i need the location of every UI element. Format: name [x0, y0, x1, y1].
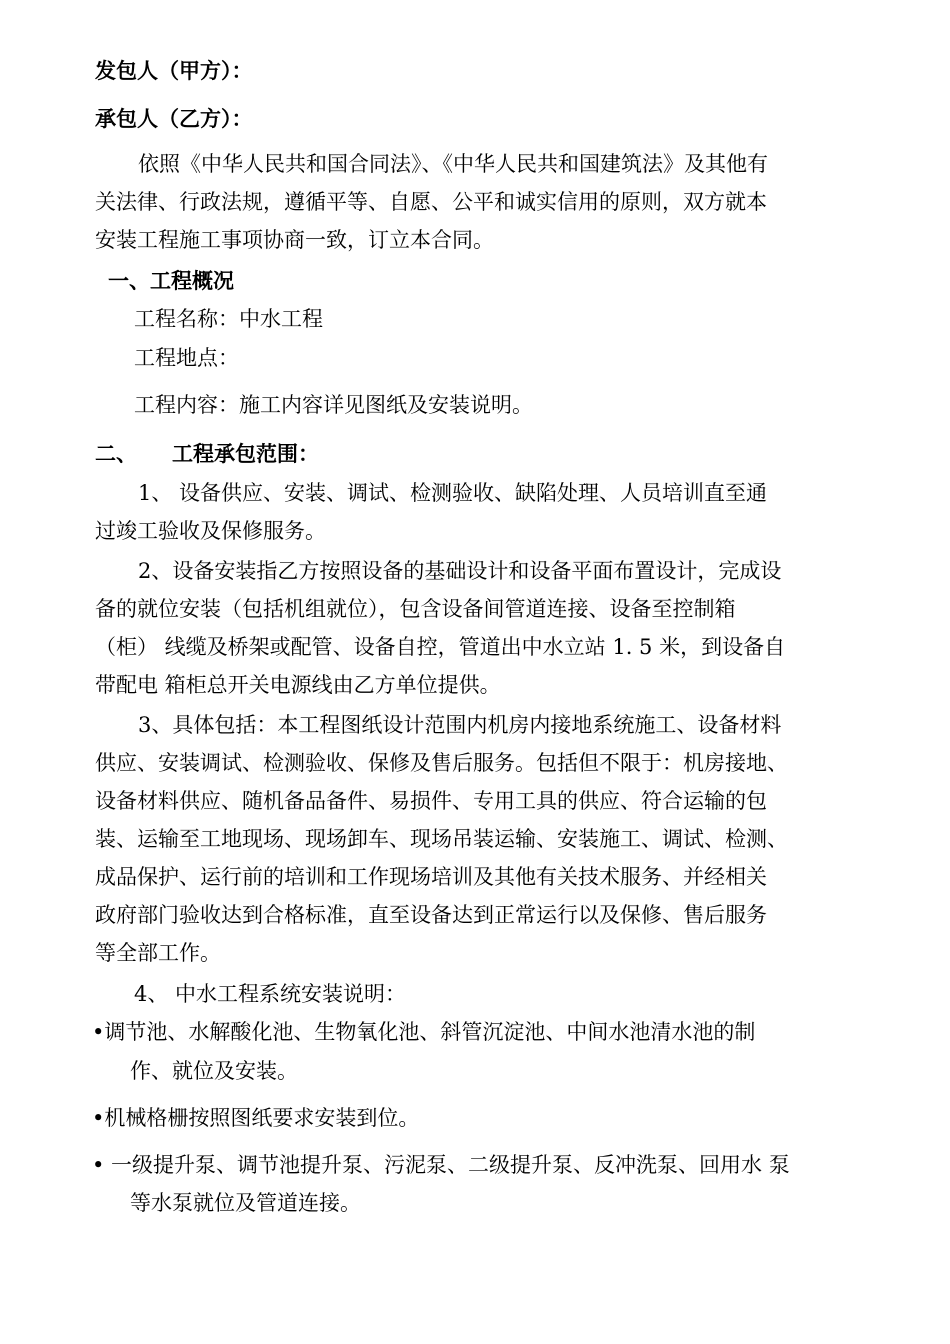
bullet-item: • 一级提升泵、调节池提升泵、污泥泵、二级提升泵、反冲洗泵、回用水 泵: [92, 1153, 790, 1177]
contractor-label: 承包人（乙方）：: [95, 106, 253, 131]
bullet-item: •机械格栅按照图纸要求安装到位。: [92, 1106, 420, 1130]
paragraph-line: 1、 设备供应、安装、调试、检测验收、缺陷处理、人员培训直至通: [138, 481, 768, 505]
paragraph-line: 备的就位安装（包括机组就位），包含设备间管道连接、设备至控制箱: [95, 597, 736, 621]
bullet-item-continuation: 作、就位及安装。: [130, 1059, 298, 1083]
paragraph-line: 过竣工验收及保修服务。: [95, 519, 326, 543]
project-content: 工程内容：施工内容详见图纸及安装说明。: [134, 393, 533, 417]
paragraph-line: 设备材料供应、随机备品备件、易损件、专用工具的供应、符合运输的包: [95, 789, 767, 813]
paragraph-line: 政府部门验收达到合格标准，直至设备达到正常运行以及保修、售后服务: [95, 903, 767, 927]
section-2-number: 二、: [95, 441, 137, 466]
section-2-title: 工程承包范围：: [172, 441, 319, 466]
employer-label: 发包人（甲方）：: [95, 58, 253, 83]
section-1-heading: 一、工程概况: [108, 268, 234, 293]
paragraph-line: 3、具体包括：本工程图纸设计范围内机房内接地系统施工、设备材料: [138, 713, 782, 737]
paragraph-line: 等全部工作。: [95, 941, 221, 965]
paragraph-line: 2、设备安装指乙方按照设备的基础设计和设备平面布置设计，完成设: [138, 559, 782, 583]
bullet-item: •调节池、水解酸化池、生物氧化池、斜管沉淀池、中间水池清水池的制: [92, 1020, 756, 1044]
project-location: 工程地点：: [134, 346, 239, 370]
scope-item-4-heading: 4、 中水工程系统安装说明：: [134, 982, 407, 1006]
paragraph-line: 供应、安装调试、检测验收、保修及售后服务。包括但不限于：机房接地、: [95, 751, 788, 775]
paragraph-line: 带配电 箱柜总开关电源线由乙方单位提供。: [95, 673, 501, 697]
bullet-item-continuation: 等水泵就位及管道连接。: [130, 1191, 361, 1215]
project-name: 工程名称：中水工程: [134, 307, 323, 331]
paragraph-line: 成品保护、运行前的培训和工作现场培训及其他有关技术服务、并经相关: [95, 865, 767, 889]
preamble-line: 关法律、行政法规，遵循平等、自愿、公平和诚实信用的原则，双方就本: [95, 190, 767, 214]
paragraph-line: （柜） 线缆及桥架或配管、设备自控，管道出中水立站 1. 5 米，到设备自: [95, 635, 786, 659]
preamble-line: 依照《中华人民共和国合同法》、《中华人民共和国建筑法》及其他有: [138, 152, 768, 176]
preamble-line: 安装工程施工事项协商一致，订立本合同。: [95, 228, 494, 252]
paragraph-line: 装、运输至工地现场、现场卸车、现场吊装运输、安装施工、调试、检测、: [95, 827, 788, 851]
